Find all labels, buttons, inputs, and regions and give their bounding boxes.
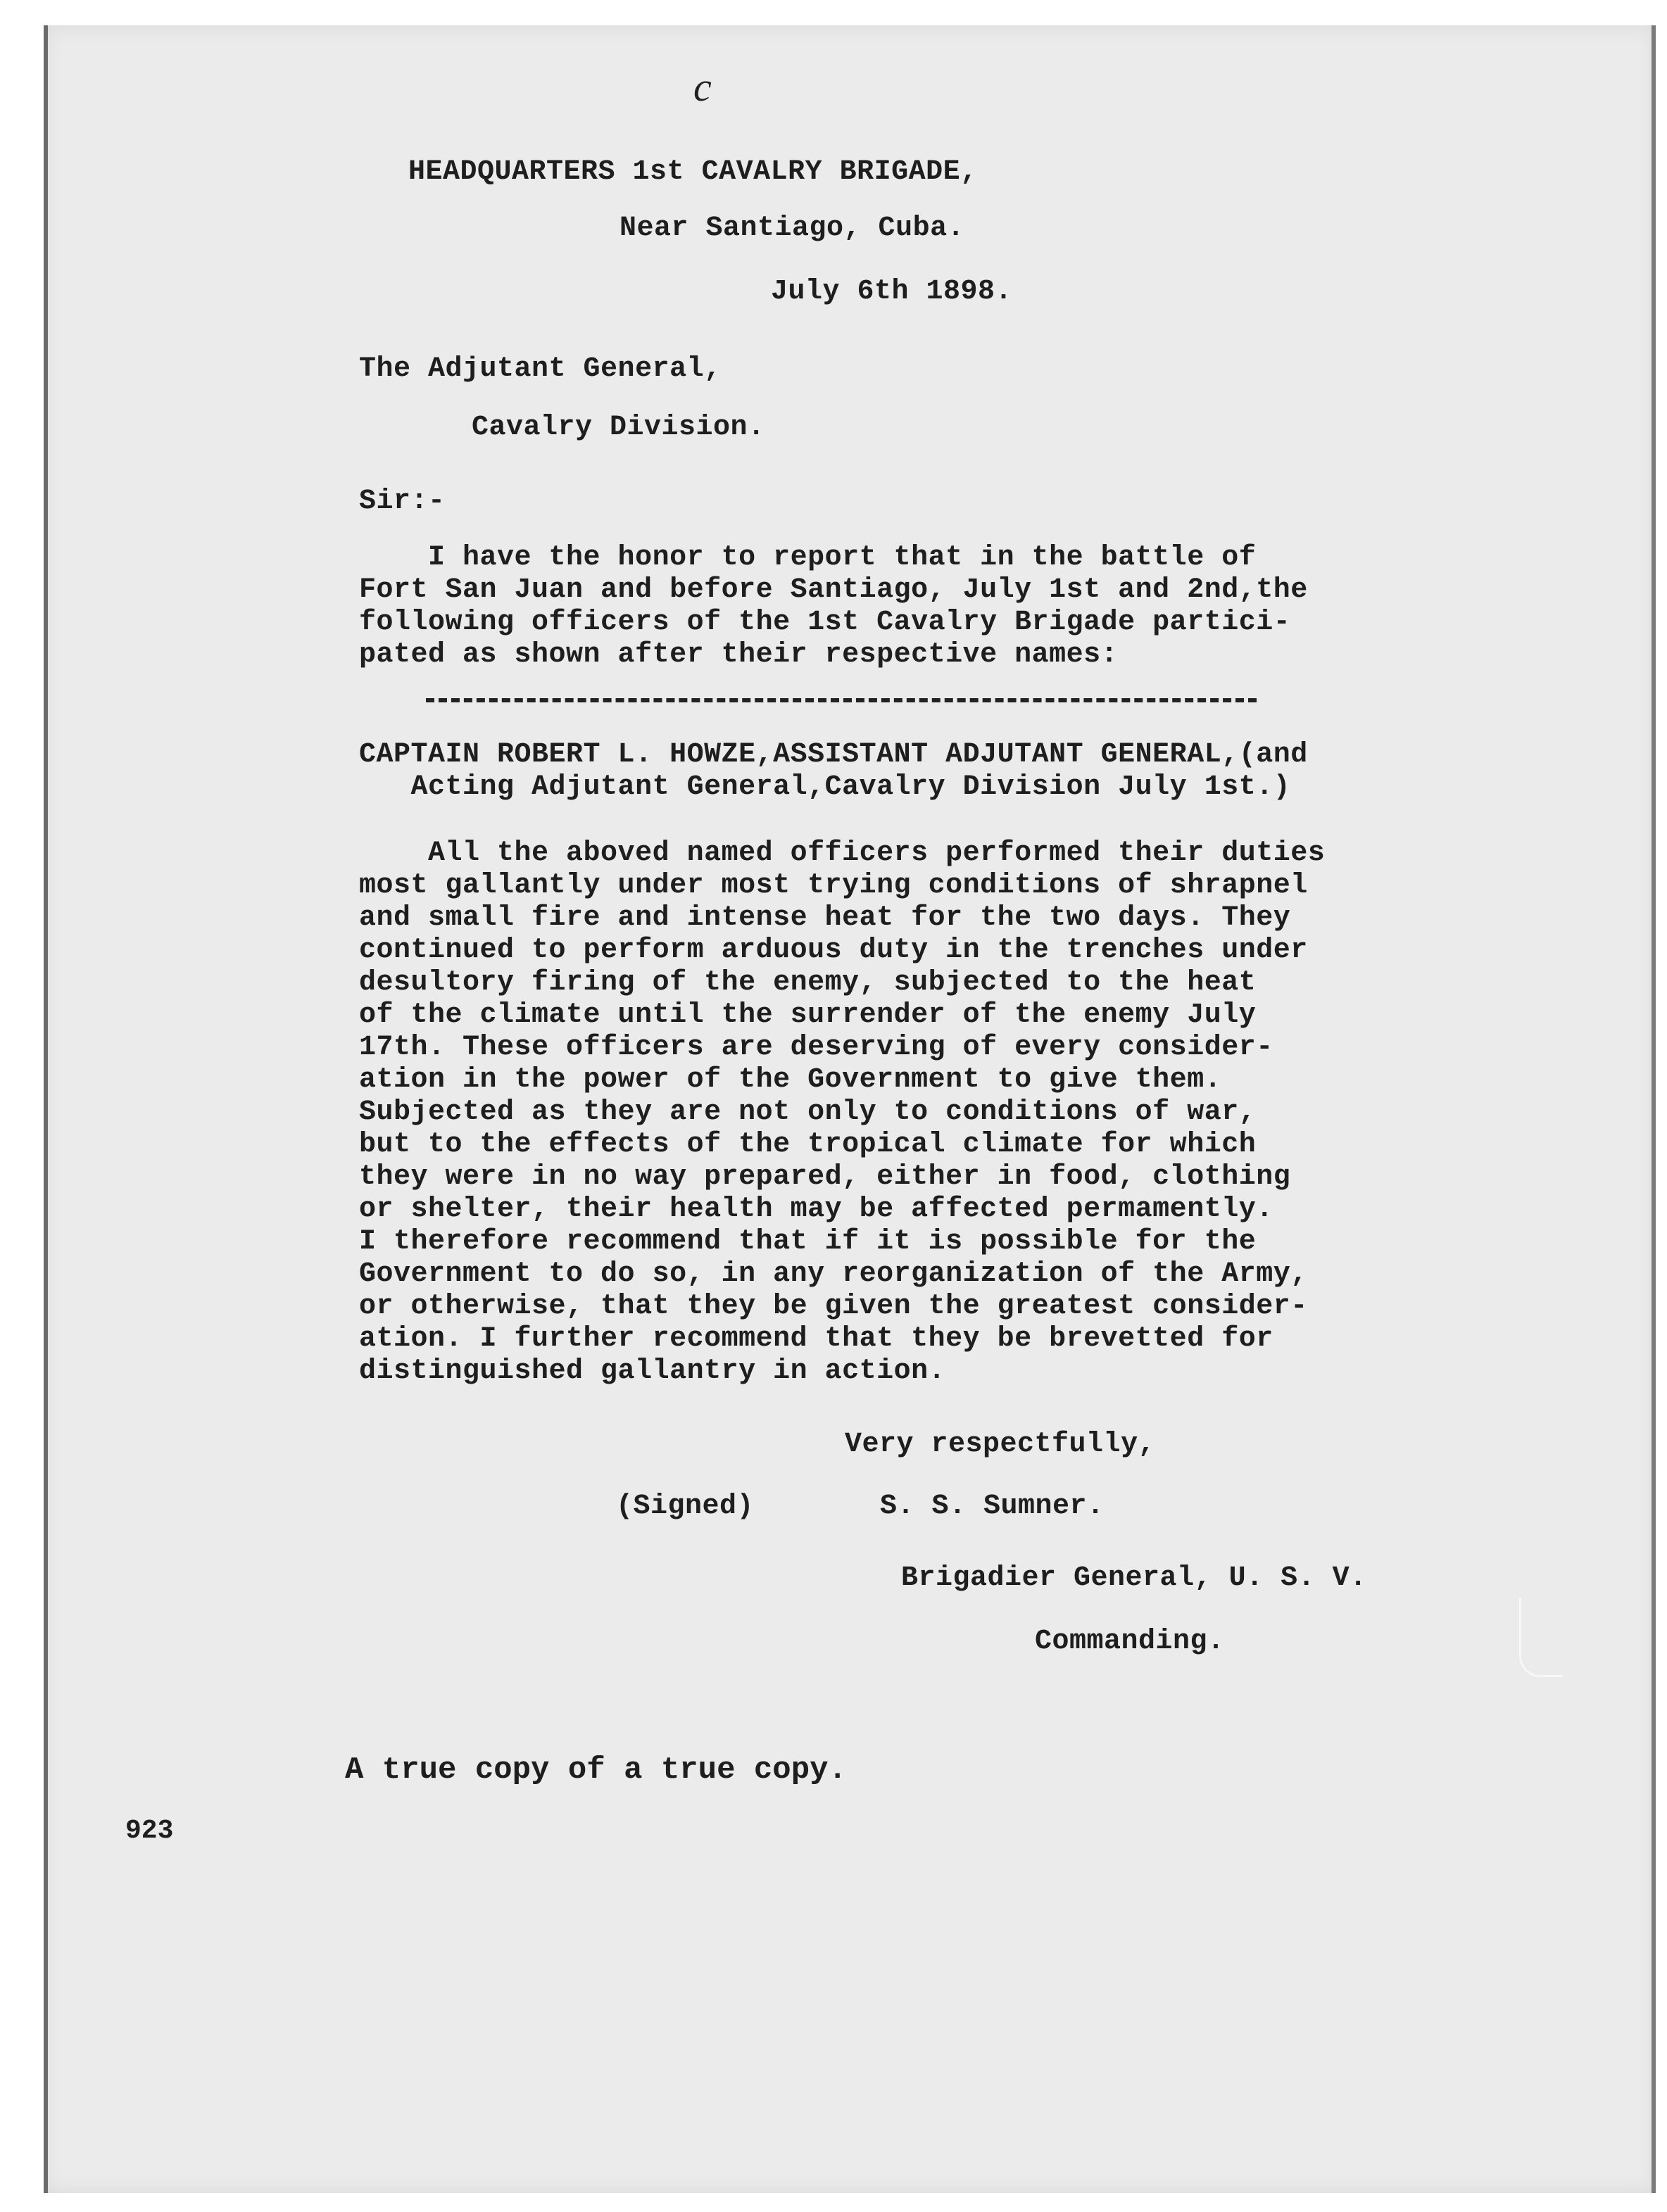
signer-rank: Brigadier General, U. S. V. — [901, 1562, 1367, 1594]
handwritten-annotation: c — [693, 64, 712, 110]
officer-entry: CAPTAIN ROBERT L. HOWZE,ASSISTANT ADJUTANT GENERAL,(and Acting Adjutant General,Cavalry Division July 1st.) — [359, 739, 1308, 803]
signer-role: Commanding. — [1035, 1626, 1225, 1657]
salutation: Sir:- — [359, 486, 446, 517]
closing-salutation: Very respectfully, — [845, 1429, 1156, 1460]
letterhead-title: HEADQUARTERS 1st CAVALRY BRIGADE, — [408, 156, 978, 188]
recipient-division: Cavalry Division. — [472, 412, 765, 443]
sheet-right-edge — [1652, 25, 1656, 2193]
commendation-paragraph: All the aboved named officers performed their duties most gallantly under most trying conditions of shrapnel and small fire and intense heat for the two days. They continued to perform arduous duty in the trenches under desultory firing of the enemy, subjected to the heat of the climate until the surrender of the enemy July 17th. These officers are deserving of every consider- ation in the power of the Government to give them. Subjected as they are not only to conditions of war, but to the effects of the tropical climate for which they were in no way prepared, either in food, clothing or shelter, their health may be affected permamently. I therefore recommend that if it is possible for the Government to do so, in any reorganization of the Army, or otherwise, that they be given the greatest consider- ation. I further recommend that they be brevetted for distinguished gallantry in action. — [359, 838, 1326, 1387]
certification-statement: A true copy of a true copy. — [345, 1752, 847, 1788]
letterhead-location: Near Santiago, Cuba. — [619, 213, 965, 244]
sheet-left-edge — [44, 25, 48, 2193]
signed-label: (Signed) — [616, 1491, 755, 1522]
recipient-title: The Adjutant General, — [359, 353, 722, 385]
separator-dashes — [426, 698, 1257, 702]
page-number: 923 — [125, 1816, 174, 1846]
signer-name: S. S. Sumner. — [880, 1491, 1105, 1522]
scratch-mark — [1519, 1598, 1564, 1677]
opening-paragraph: I have the honor to report that in the battle of Fort San Juan and before Santiago, July 1st and 2nd,the following officers of the 1st Cavalry Brigade partici- pated as shown after their respective names: — [359, 542, 1308, 671]
letterhead-date: July 6th 1898. — [771, 276, 1013, 308]
